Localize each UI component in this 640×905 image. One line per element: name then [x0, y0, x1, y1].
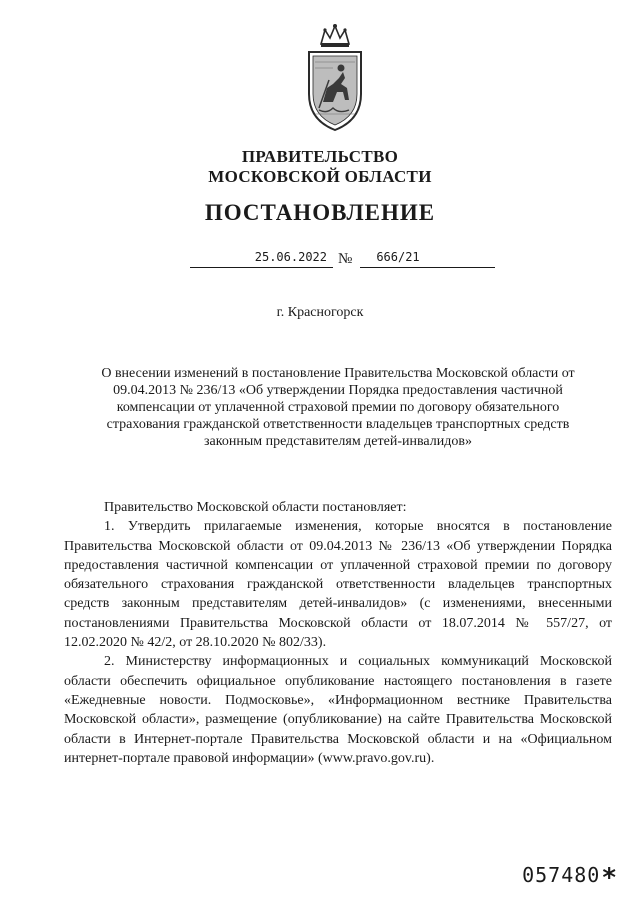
stamp-code: 057480: [522, 863, 601, 887]
city: г. Красногорск: [276, 305, 364, 320]
document-date: 25.06.2022: [254, 250, 327, 264]
body-lead: Правительство Московской области постановляет:: [104, 500, 407, 515]
date-number-line: [190, 250, 495, 274]
document-number: 666/21: [376, 250, 420, 264]
organization-line-2: МОСКОВСКОЙ ОБЛАСТИ: [208, 167, 432, 186]
date-underline: [190, 267, 333, 268]
registration-stamp: [522, 863, 618, 893]
number-sign: №: [338, 251, 353, 267]
organization-line-1: ПРАВИТЕЛЬСТВО: [241, 147, 399, 166]
document-type: ПОСТАНОВЛЕНИЕ: [204, 200, 436, 225]
number-underline: [360, 267, 495, 268]
document-body: [64, 498, 612, 768]
organization-name: [0, 147, 640, 187]
coat-of-arms-icon: [299, 22, 371, 134]
stamp-star: *: [601, 863, 618, 893]
body-item-1: 1. Утвердить прилагаемые изменения, которые вносятся в постановление Правительства Московской области от 09.04.2013 № 236/13 «Об утверждении Порядка предоставления частичной компенсации от уплаченной страховой премии по договору обязательного страхования гражданской ответственности владельцев транспортных средств законным представителям детей-инвалидов» (с изменениями, внесенными постановлениями Правительства Московской области от 18.07.2014 № 557/27, от 12.02.2020 № 42/2, от 28.10.2020 № 802/33).: [64, 519, 612, 651]
body-item-2: 2. Министерству информационных и социальных коммуникаций Московской области обеспечить официальное опубликование настоящего постановления в газете «Ежедневные новости. Подмосковье», «Информационном вестнике Правительства Московской области», размещение (опубликование) на сайте Правительства Московской области в Интернет-портале Правительства Московской области и на «Официальном интернет-портале правовой информации» (www.pravo.gov.ru).: [64, 654, 612, 766]
document-title: О внесении изменений в постановление Правительства Московской области от 09.04.2013 № 236/13 «Об утверждении Порядка предоставления частичной компенсации от уплаченной страховой премии по договору обязательного страхования гражданской ответственности владельцев транспортных средств законным представителям детей-инвалидов»: [101, 366, 575, 449]
